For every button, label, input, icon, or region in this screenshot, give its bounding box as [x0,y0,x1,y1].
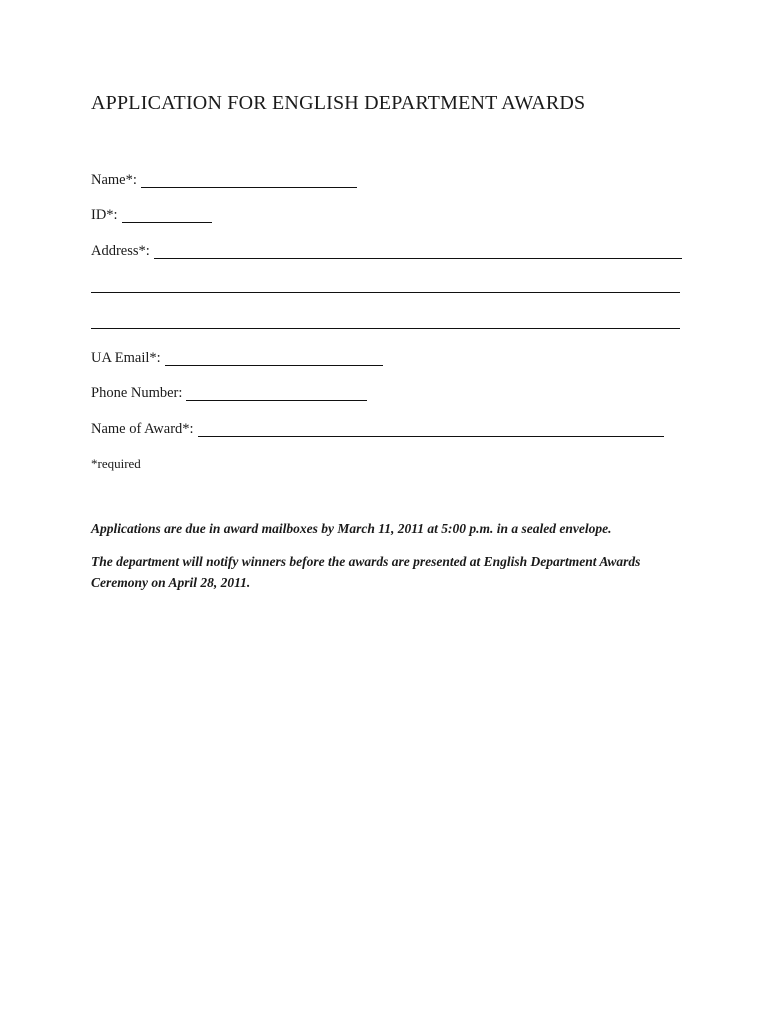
phone-field [91,385,367,401]
address-input-line-2[interactable] [91,292,680,293]
address-label: Address*: [91,243,150,259]
id-input-line[interactable] [122,207,212,223]
address-input-line-1[interactable] [154,243,682,259]
due-date-note: Applications are due in award mailboxes by March 11, 2011 at 5:00 p.m. in a sealed envelope. [91,521,612,536]
name-label: Name*: [91,172,137,188]
award-name-input-line[interactable] [198,421,664,437]
name-field [91,172,357,188]
name-input-line[interactable] [141,172,357,188]
ua-email-label: UA Email*: [91,350,161,366]
id-field [91,207,212,223]
address-field [91,243,682,259]
notification-note: The department will notify winners before the awards are presented at English Department Awards Ceremony on April 28, 2011. [91,554,641,590]
award-name-field [91,421,664,437]
address-input-line-3[interactable] [91,328,680,329]
required-note: *required [91,456,141,471]
phone-label: Phone Number: [91,385,183,401]
id-label: ID*: [91,207,118,223]
page-title: APPLICATION FOR ENGLISH DEPARTMENT AWARDS [91,92,586,114]
phone-input-line[interactable] [186,385,367,401]
award-name-label: Name of Award*: [91,421,194,437]
ua-email-input-line[interactable] [165,350,383,366]
ua-email-field [91,350,383,366]
